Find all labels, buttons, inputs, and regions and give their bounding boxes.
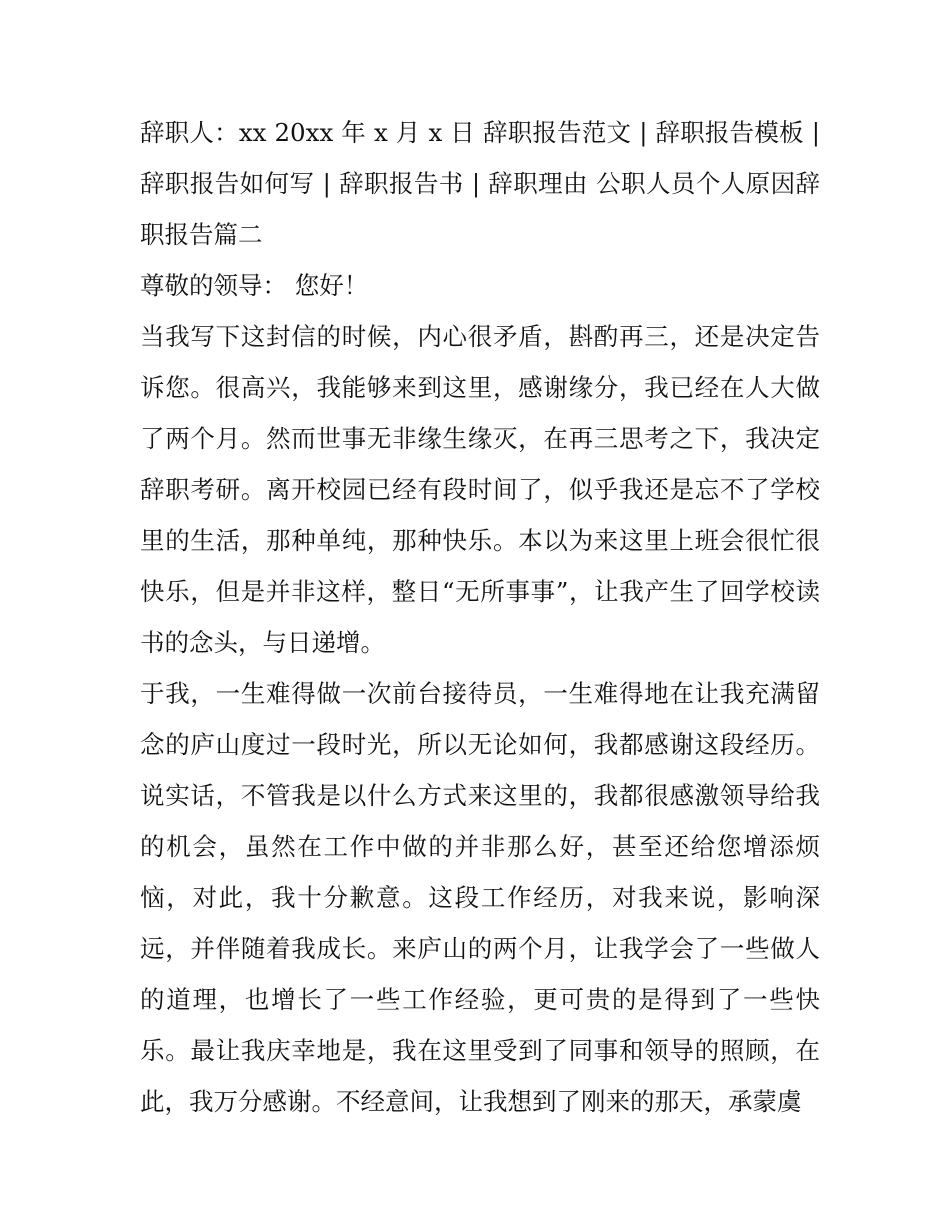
- document-body: [140, 107, 820, 1127]
- body-paragraph: 于我，一生难得做一次前台接待员，一生难得地在让我充满留念的庐山度过一段时光，所以无论如何，我都感谢这段经历。说实话，不管我是以什么方式来这里的，我都很感激领导给我的机会，虽然在工作中做的并非那么好，甚至还给您增添烦恼，对此，我十分歉意。这段工作经历，对我来说，影响深远，并伴随着我成长。来庐山的两个月，让我学会了一些做人的道理，也增长了一些工作经验，更可贵的是得到了一些快乐。最让我庆幸地是，我在这里受到了同事和领导的照顾，在此，我万分感谢。不经意间，让我想到了刚来的那天，承蒙虞: [140, 679, 820, 1116]
- header-paragraph: 辞职人：xx 20xx 年 x 月 x 日 辞职报告范文 | 辞职报告模板 | 辞职报告如何写 | 辞职报告书 | 辞职理由 公职人员个人原因辞职报告篇二: [140, 118, 820, 249]
- salutation-paragraph: 尊敬的领导： 您好！: [140, 271, 369, 300]
- body-paragraph: 当我写下这封信的时候，内心很矛盾，斟酌再三，还是决定告诉您。很高兴，我能够来到这里，感谢缘分，我已经在人大做了两个月。然而世事无非缘生缘灭，在再三思考之下，我决定辞职考研。离开校园已经有段时间了，似乎我还是忘不了学校里的生活，那种单纯，那种快乐。本以为来这里上班会很忙很快乐，但是并非这样，整日“无所事事”，让我产生了回学校读书的念头，与日递增。: [140, 322, 820, 657]
